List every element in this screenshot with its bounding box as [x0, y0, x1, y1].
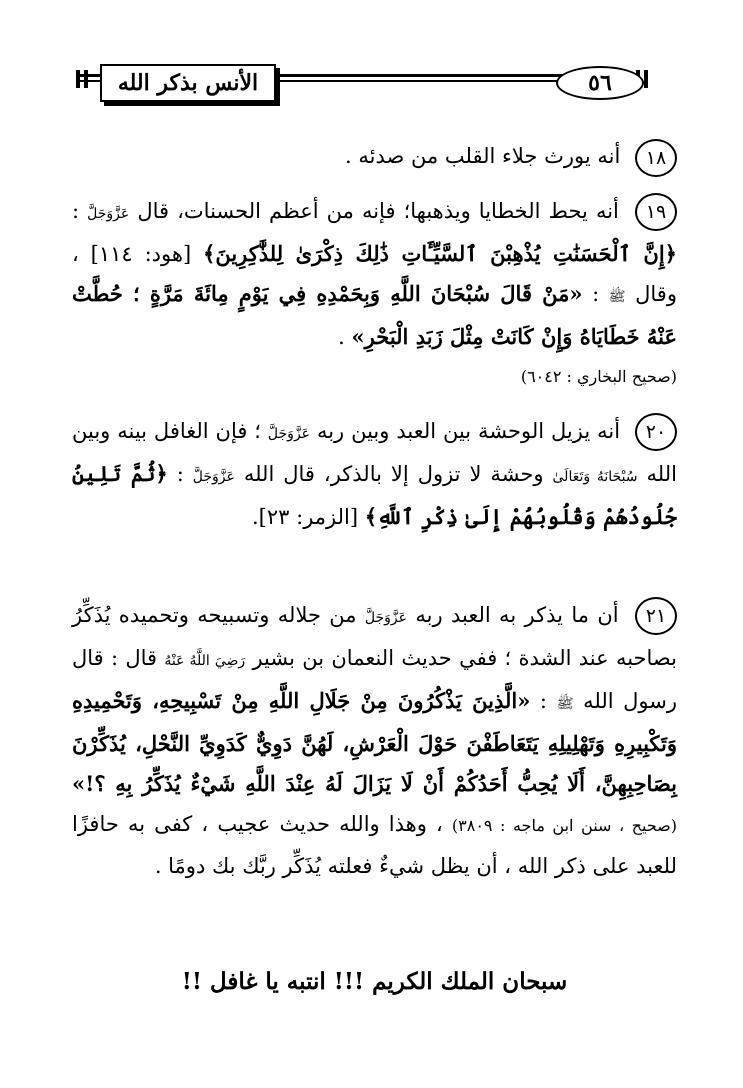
and-said: ، وقال: [72, 241, 677, 306]
header-rule-cap: [644, 70, 648, 88]
hadith-text: «مَنْ قَالَ سُبْحَانَ اللَّهِ وَبِحَمْدِهِ فِي يَوْمٍ مِائَةَ مَرَّةٍ ؛ حُطَّتْ عَنْهُ خَطَايَاهُ وَإِنْ كَانَتْ مِثْلَ زَبَدِ الْبَحْرِ»: [72, 280, 677, 349]
item-number-badge: ٢٠: [635, 413, 677, 451]
list-item: ٢٠ أنه يزيل الوحشة بين العبد وبين ربه عَزَّوَجَلَّ ؛ فإن الغافل بينه وبين الله سُبْحَانَهُ وَتَعَالَىٰ وحشة لا تزول إلا بالذكر، قال الله عَزَّوَجَلَّ : ﴿ثُمَّ تَلِينُ جُلُودُهُمْ وَقُلُوبُهُمْ إِلَىٰ ذِكْرِ ٱللَّهِ﴾ [الزمر: ٢٣].: [72, 411, 677, 537]
quran-verse: ﴿إِنَّ ٱلْحَسَنَٰتِ يُذْهِبْنَ ٱلسَّيِّـَٔاتِ ذَٰلِكَ ذِكْرَىٰ لِلذَّٰكِرِينَ﴾: [203, 240, 677, 266]
item-number-badge: ١٨: [635, 139, 677, 177]
header-rule-cap: [76, 70, 80, 88]
item-text: أنه يحط الخطايا ويذهبها؛ فإنه من أعظم الحسنات،: [177, 198, 619, 223]
list-item: ٢١ أن ما يذكر به العبد ربه عَزَّوَجَلَّ من جلاله وتسبيحه وتحميده يُذَكِّرُ بصاحبه عند الشدة ؛ ففي حديث النعمان بن بشير رَضِيَ اللَّهُ عَنْهُ قال : قال رسول الله ﷺ : «الَّذِينَ يَذْكُرُونَ مِنْ جَلَالِ اللَّهِ مِنْ تَسْبِيحِهِ، وَتَحْمِيدِهِ وَتَكْبِيرِهِ وَتَهْلِيلِهِ يَتَعَاطَفْنَ حَوْلَ الْعَرْشِ، لَهُنَّ دَوِيٌّ كَدَوِيِّ النَّحْلِ، يُذَكِّرْنَ بِصَاحِبِهِنَّ، أَلَا يُحِبُّ أَحَدُكُمْ أَنْ لَا يَزَالَ لَهُ عِنْدَ اللَّهِ شَيْءٌ يُذَكِّرُ بِهِ ؟!» (صحيح ، سنن ابن ماجه : ٣٨٠٩) ، وهذا والله حديث عجيب ، كفى به حافزًا للعبد على ذكر الله ، أن يظل شيءٌ فعلته يُذَكِّر ربَّك بك دومًا .: [72, 595, 677, 886]
header-rule-cap: [84, 70, 88, 88]
honorific-companion: رَضِيَ اللَّهُ عَنْهُ: [164, 652, 246, 669]
honorific-prophet: ﷺ: [556, 695, 574, 712]
item-text: أنه يزيل الوحشة بين العبد وبين ربه: [316, 418, 621, 443]
item-number-badge: ٢١: [635, 597, 677, 635]
item-text: أن ما يذكر به العبد ربه: [415, 602, 619, 627]
item-text: أنه يورث جلاء القلب من صدئه .: [345, 144, 621, 168]
book-title: الأنس بذكر الله: [100, 64, 276, 102]
quran-verse: ﴿ثُمَّ تَلِينُ جُلُودُهُمْ وَقُلُوبُهُمْ إِلَىٰ ذِكْرِ ٱللَّهِ﴾: [72, 460, 677, 529]
list-item: ١٩ أنه يحط الخطايا ويذهبها؛ فإنه من أعظم الحسنات، قال عَزَّوَجَلَّ : ﴿إِنَّ ٱلْحَسَنَٰتِ يُذْهِبْنَ ٱلسَّيِّـَٔاتِ ذَٰلِكَ ذِكْرَىٰ لِلذَّٰكِرِينَ﴾ [هود: ١١٤] ، وقال ﷺ : «مَنْ قَالَ سُبْحَانَ اللَّهِ وَبِحَمْدِهِ فِي يَوْمٍ مِائَةَ مَرَّةٍ ؛ حُطَّتْ عَنْهُ خَطَايَاهُ وَإِنْ كَانَتْ مِثْلَ زَبَدِ الْبَحْرِ» . (صحيح البخاري : ٦٠٤٢): [72, 191, 677, 397]
item-text-continued: ؛ فإن الغافل بينه وبين الله: [72, 418, 677, 486]
page-header: [0, 48, 743, 128]
hadith-text: «الَّذِينَ يَذْكُرُونَ مِنْ جَلَالِ اللَّهِ مِنْ تَسْبِيحِهِ، وَتَحْمِيدِهِ وَتَكْبِيرِهِ وَتَهْلِيلِهِ يَتَعَاطَفْنَ حَوْلَ الْعَرْشِ، لَهُنَّ دَوِيٌّ كَدَوِيِّ النَّحْلِ، يُذَكِّرْنَ بِصَاحِبِهِنَّ، أَلَا يُحِبُّ أَحَدُكُمْ أَنْ لَا يَزَالَ لَهُ عِنْدَ اللَّهِ شَيْءٌ يُذَكِّرُ بِهِ ؟!»: [72, 687, 677, 796]
item-text-continued: قال : قال رسول الله: [72, 645, 677, 713]
verse-reference: [الزمر: ٢٣].: [252, 504, 359, 529]
page-number: ٥٦: [556, 66, 644, 100]
honorific-god: عَزَّوَجَلَّ: [267, 425, 311, 442]
sentence-end: .: [338, 324, 345, 349]
item-text-continued: وحشة لا تزول إلا بالذكر، قال الله: [243, 461, 544, 486]
honorific-god: عَزَّوَجَلَّ: [87, 205, 130, 222]
list-item: [72, 136, 677, 177]
verse-reference: [هود: ١١٤]: [90, 241, 192, 266]
hadith-source: (صحيح ، سنن ابن ماجه : ٣٨٠٩): [451, 815, 677, 835]
spacer: [72, 551, 677, 595]
honorific-prophet: ﷺ: [608, 288, 626, 305]
item-text-tail: ، وهذا والله حديث عجيب ، كفى به حافزًا للعبد على ذكر الله ، أن يظل شيءٌ فعلته يُذَكِّر ربَّك بك دومًا .: [72, 811, 677, 878]
hadith-source: (صحيح البخاري : ٦٠٤٢): [520, 366, 677, 386]
honorific-god: سُبْحَانَهُ وَتَعَالَىٰ: [552, 468, 638, 485]
closing-line: سبحان الملك الكريم !!! انتبه يا غافل !!: [181, 968, 568, 995]
said-word: قال: [137, 198, 170, 223]
honorific-god: عَزَّوَجَلَّ: [364, 609, 408, 626]
honorific-god: عَزَّوَجَلَّ: [192, 468, 235, 485]
item-number-badge: ١٩: [635, 193, 677, 231]
page-body: [72, 136, 677, 900]
item-text-continued: من جلاله وتسبيحه وتحميده يُذَكِّرُ بصاحبه عند الشدة ؛ ففي حديث النعمان بن بشير: [72, 602, 677, 670]
